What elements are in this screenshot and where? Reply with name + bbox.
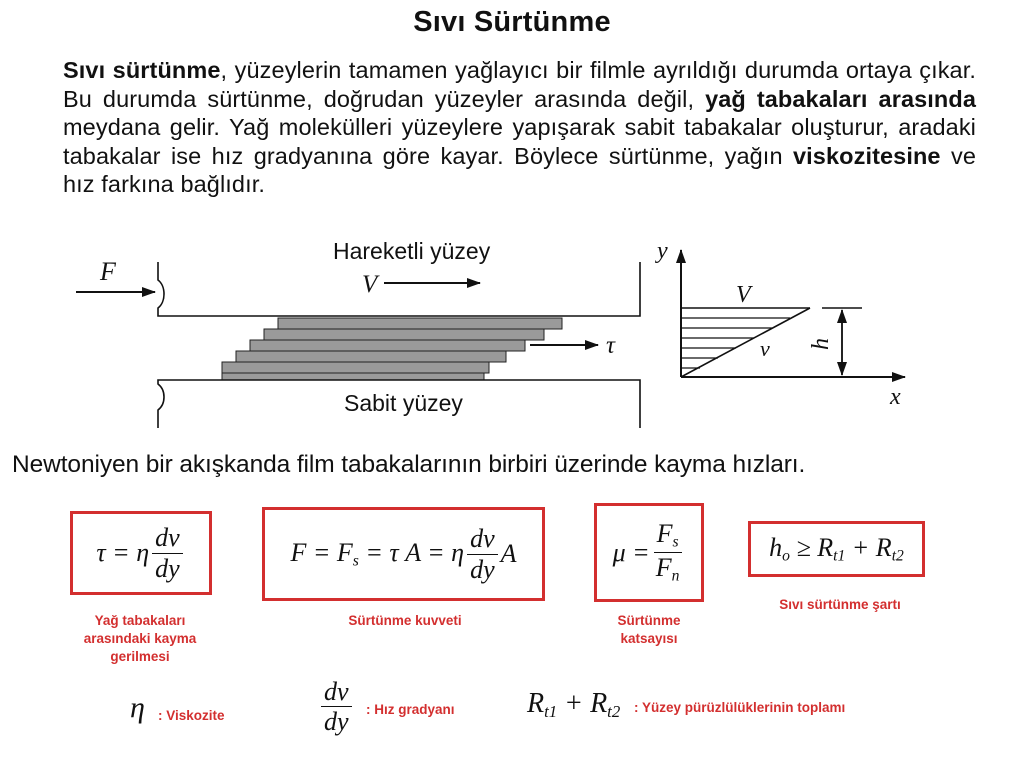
- fraction-denominator: [653, 553, 683, 585]
- velocity-profile: [681, 250, 905, 377]
- moving-surface-label: Hareketli yüzey: [333, 238, 491, 264]
- f2-lhs: F = F: [290, 537, 353, 567]
- fraction-numerator: dv: [467, 525, 498, 554]
- f3-lhs: μ =: [612, 537, 650, 567]
- rsum-plus: + R: [557, 688, 608, 719]
- shear-label: τ: [606, 332, 615, 359]
- f4-r1-sub: t1: [833, 547, 846, 565]
- fraction-denominator: dy: [470, 554, 495, 584]
- term-viscosity: viskozitesine: [793, 142, 941, 169]
- paragraph-text-2: meydana gelir. Yağ molekülleri yüzeylere yapışarak sabit tabakalar oluşturur, aradaki tabakalar ise hız gradyanına göre kayar. Böylece sürtünme, yağın: [63, 114, 976, 169]
- velocity-gradient-symbol: [318, 678, 355, 736]
- f3-num: F: [656, 518, 673, 548]
- shear-stress-formula: [70, 511, 212, 595]
- f3-den-sub: n: [671, 567, 680, 585]
- f4-r2-sub: t2: [891, 547, 904, 565]
- surface-velocity-label: V: [362, 271, 378, 298]
- term-oil-layers: yağ tabakaları arasında: [705, 85, 976, 112]
- paragraph-text-3: ve hız farkına bağlıdır.: [63, 142, 976, 197]
- profile-top-velocity: V: [736, 282, 751, 308]
- rsum-sub1: t1: [544, 702, 558, 722]
- moving-surface: [158, 262, 640, 316]
- fraction-denominator: dy: [155, 553, 180, 583]
- shear-stress-caption: Yağ tabakaları arasındaki kayma gerilmesi: [83, 613, 197, 664]
- viscosity-legend-text: : Viskozite: [158, 708, 225, 723]
- condition-expression: [769, 533, 904, 566]
- fraction-denominator: dy: [324, 707, 349, 737]
- oil-layers: [222, 318, 562, 380]
- rsum-r1: R: [527, 688, 545, 719]
- friction-coefficient-caption: Sürtünme katsayısı: [617, 613, 681, 646]
- fraction-numerator: [654, 520, 682, 553]
- f4-plus: + R: [845, 532, 892, 562]
- f4-h-sub: o: [782, 547, 790, 565]
- velocity-gradient-fraction: [321, 678, 352, 736]
- x-axis-label: x: [890, 384, 901, 410]
- force-ratio-fraction: [653, 520, 683, 585]
- fraction-numerator: dv: [321, 678, 352, 707]
- fraction-numerator: dv: [152, 524, 183, 553]
- fixed-surface-label: Sabit yüzey: [344, 390, 463, 416]
- viscosity-symbol: η: [130, 691, 145, 724]
- friction-force-formula: [262, 507, 545, 601]
- velocity-gradient-legend-text: : Hız gradyanı: [366, 702, 455, 717]
- f3-den: F: [655, 553, 672, 582]
- friction-diagram: [0, 232, 1024, 432]
- newtonian-heading: Newtoniyen bir akışkanda film tabakalarının birbiri üzerinde kayma hızları.: [12, 451, 806, 478]
- page-title: Sıvı Sürtünme: [413, 6, 611, 38]
- f2-rhs: A: [500, 539, 517, 568]
- friction-force-lhs: [290, 538, 464, 571]
- y-axis-label: y: [657, 238, 668, 264]
- friction-force-caption: Sürtünme kuvveti: [348, 613, 462, 628]
- velocity-gradient-fraction: [467, 525, 498, 583]
- shear-stress-lhs: τ = η: [96, 538, 150, 567]
- f2-mid: = τ A = η: [358, 537, 465, 567]
- f2-sub: s: [352, 552, 359, 570]
- velocity-gradient-fraction: [152, 524, 183, 582]
- f3-num-sub: s: [672, 533, 679, 551]
- paragraph-text-1: , yüzeylerin tamamen yağlayıcı bir filmle ayrıldığı durumda ortaya çıkar. Bu durumda sürtünme, doğrudan yüzeyler arasında değil,: [63, 57, 976, 112]
- term-liquid-friction: Sıvı sürtünme: [63, 57, 221, 83]
- f4-h: h: [769, 532, 783, 562]
- liquid-friction-condition-formula: [748, 521, 925, 577]
- force-label: F: [100, 257, 116, 286]
- roughness-sum-legend-text: : Yüzey pürüzlülüklerinin toplamı: [634, 700, 846, 715]
- intro-paragraph: [63, 56, 976, 199]
- liquid-friction-condition-caption: Sıvı sürtünme şartı: [779, 597, 901, 612]
- rsum-sub2: t2: [607, 702, 621, 722]
- film-height-label: h: [808, 338, 834, 350]
- roughness-sum-symbol: [527, 688, 620, 722]
- f4-rel: ≥ R: [789, 532, 834, 562]
- profile-local-velocity: v: [760, 336, 770, 361]
- friction-coefficient-formula: [594, 503, 704, 602]
